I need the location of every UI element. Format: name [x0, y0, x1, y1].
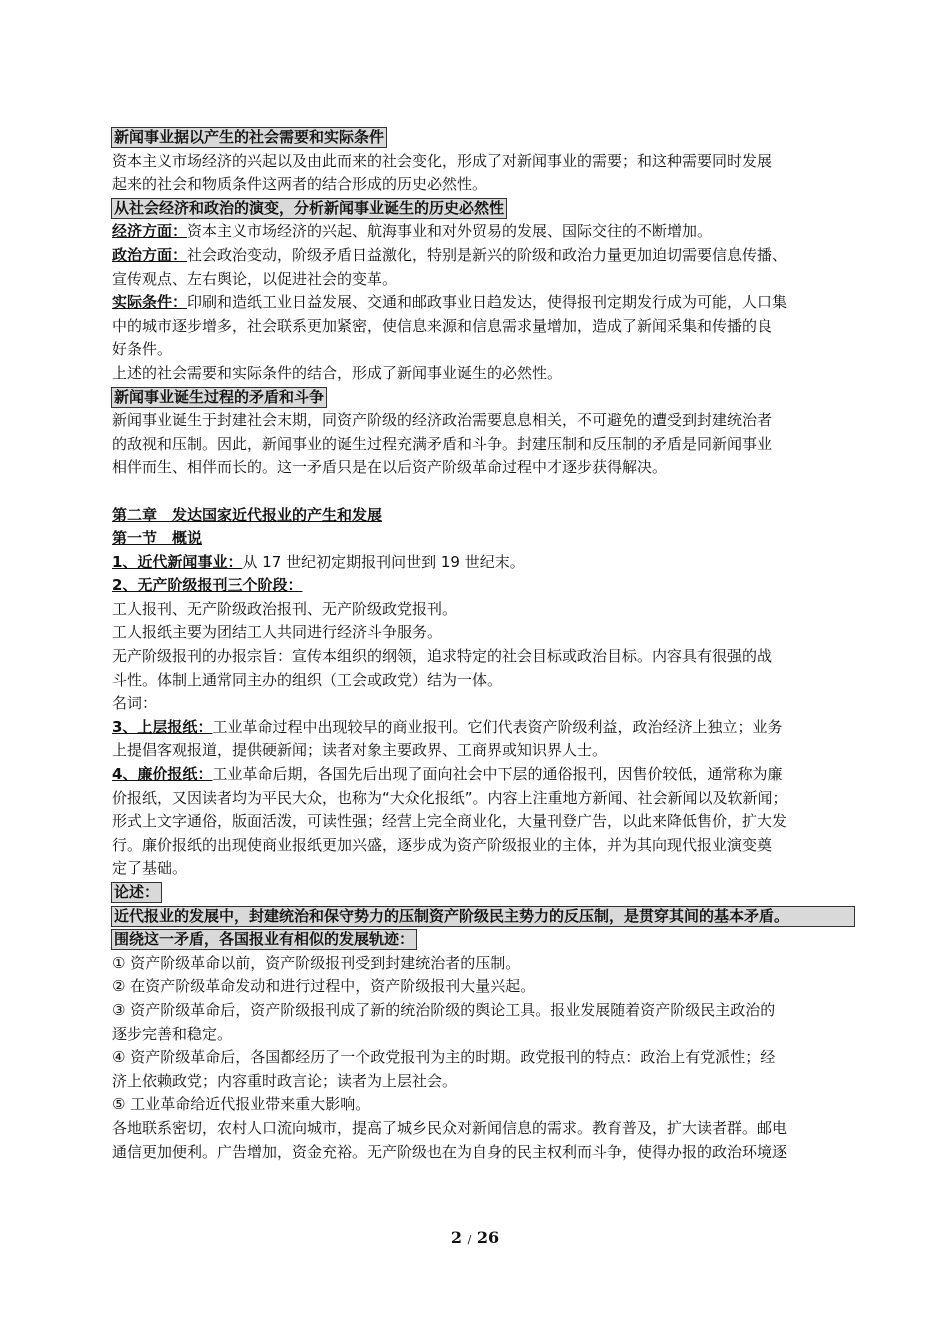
paragraph-line: 上提倡客观报道，提供硬新闻；读者对象主要政界、工商界或知识界人士。 [112, 741, 608, 760]
page-number [0, 1228, 950, 1247]
heading-row [112, 928, 842, 952]
paragraph-line: 济上依赖政党；内容重时政言论；读者为上层社会。 [112, 1071, 458, 1090]
heading-row [112, 881, 842, 905]
spacer [112, 480, 842, 504]
paragraph-line: 工人报纸主要为团结工人共同进行经济斗争服务。 [112, 623, 443, 642]
document-body [112, 126, 842, 1164]
paragraph-line: 上述的社会需要和实际条件的结合，形成了新闻事业诞生的必然性。 [112, 363, 563, 382]
term-label: 政治方面： [112, 245, 188, 264]
term-text: 印刷和造纸工业日益发展、交通和邮政事业日趋发达，使得报刊定期发行成为可能，人口集 [187, 293, 788, 312]
page-separator: / [467, 1233, 472, 1246]
chapter-title: 第二章 发达国家近代报业的产生和发展 [112, 505, 383, 524]
paragraph-line: 斗性。体制上通常同主办的组织（工会或政党）结为一体。 [112, 670, 503, 689]
essay-sub-heading: 围绕这一矛盾，各国报业有相似的发展轨迹： [111, 929, 417, 950]
list-item: ① 资产阶级革命以前，资产阶级报刊受到封建统治者的压制。 [112, 953, 521, 972]
item-text: 从 17 世纪初定期报刊问世到 19 世纪末。 [242, 552, 525, 571]
item-text: 工业革命过程中出现较早的商业报刊。它们代表资产阶级利益，政治经济上独立；业务 [212, 717, 783, 736]
term-text: 资本主义市场经济的兴起、航海事业和对外贸易的发展、国际交往的不断增加。 [187, 222, 713, 241]
paragraph-line [112, 244, 842, 268]
item-label: 4、廉价报纸： [112, 765, 213, 784]
heading-row [112, 905, 842, 929]
section-title-row [112, 527, 842, 551]
paragraph-line: 价报纸，又因读者均为平民大众，也称为“大众化报纸”。内容上注重地方新闻、社会新闻以及软新闻； [112, 788, 788, 807]
paragraph-line: 宣传观点、左右舆论，以促进社会的变革。 [112, 269, 398, 288]
heading-row [112, 197, 842, 221]
section-heading: 从社会经济和政治的演变，分析新闻事业诞生的历史必然性 [111, 198, 507, 219]
paragraph-line [112, 716, 842, 740]
item-label: 3、上层报纸： [112, 717, 213, 736]
term-label: 实际条件： [112, 293, 188, 312]
paragraph-line: 好条件。 [112, 340, 173, 359]
essay-label: 论述： [111, 882, 162, 903]
paragraph-line: 资本主义市场经济的兴起以及由此而来的社会变化，形成了对新闻事业的需要；和这种需要同时发展 [112, 151, 773, 170]
paragraph-line: 起来的社会和物质条件这两者的结合形成的历史必然性。 [112, 175, 488, 194]
paragraph-line [112, 291, 842, 315]
paragraph-line: 逐步完善和稳定。 [112, 1024, 233, 1043]
paragraph-line: 行。廉价报纸的出现使商业报纸更加兴盛，逐步成为资产阶级报业的主体，并为其向现代报业演变奠 [112, 835, 773, 854]
paragraph-line: 无产阶级报刊的办报宗旨：宣传本组织的纲领，追求特定的社会目标或政治目标。内容具有很强的战 [112, 647, 773, 666]
list-item: ② 在资产阶级革命发动和进行过程中，资产阶级报刊大量兴起。 [112, 977, 536, 996]
paragraph-line: 各地联系密切，农村人口流向城市，提高了城乡民众对新闻信息的需求。教育普及，扩大读者群。邮电 [112, 1118, 788, 1137]
term-text: 社会政治变动，阶级矛盾日益激化，特别是新兴的阶级和政治力量更加迫切需要信息传播、 [187, 245, 788, 264]
heading-row [112, 386, 842, 410]
item-label: 1、近代新闻事业： [112, 552, 243, 571]
paragraph-line: 形式上文字通俗，版面活泼，可读性强；经营上完全商业化，大量刊登广告，以此来降低售价，扩大发 [112, 812, 788, 831]
paragraph-line: 的敌视和压制。因此，新闻事业的诞生过程充满矛盾和斗争。封建压制和反压制的矛盾是同新闻事业 [112, 434, 773, 453]
essay-main-heading: 近代报业的发展中，封建统治和保守势力的压制资产阶级民主势力的反压制，是贯穿其间的基本矛盾。 [111, 906, 855, 927]
list-item: ③ 资产阶级革命后，资产阶级报刊成了新的统治阶级的舆论工具。报业发展随着资产阶级民主政治的 [112, 1000, 776, 1019]
paragraph-line: 名词： [112, 694, 158, 713]
section-heading: 新闻事业据以产生的社会需要和实际条件 [111, 127, 387, 148]
term-label: 经济方面： [112, 222, 188, 241]
item-text: 工业革命后期，各国先后出现了面向社会中下层的通俗报刊，因售价较低，通常称为廉 [212, 765, 783, 784]
section-heading: 新闻事业诞生过程的矛盾和斗争 [111, 387, 327, 408]
item-label: 2、无产阶级报刊三个阶段： [112, 576, 303, 595]
paragraph-line: 新闻事业诞生于封建社会末期，同资产阶级的经济政治需要息息相关，不可避免的遭受到封建统治者 [112, 411, 773, 430]
paragraph-line: 工人报刊、无产阶级政治报刊、无产阶级政党报刊。 [112, 599, 458, 618]
list-item: ⑤ 工业革命给近代报业带来重大影响。 [112, 1095, 371, 1114]
heading-row [112, 126, 842, 150]
chapter-title-row [112, 504, 842, 528]
page-total: 26 [476, 1228, 500, 1247]
paragraph-line [112, 574, 842, 598]
paragraph-line: 中的城市逐步增多，社会联系更加紧密，使信息来源和信息需求量增加，造成了新闻采集和传播的良 [112, 316, 773, 335]
paragraph-line: 通信更加便利。广告增加，资金充裕。无产阶级也在为自身的民主权利而斗争，使得办报的政治环境逐 [112, 1142, 788, 1161]
list-item: ④ 资产阶级革命后，各国都经历了一个政党报刊为主的时期。政党报刊的特点：政治上有党派性；经 [112, 1048, 776, 1067]
paragraph-line [112, 220, 842, 244]
paragraph-line: 定了基础。 [112, 859, 188, 878]
paragraph-line [112, 551, 842, 575]
paragraph-line [112, 763, 842, 787]
paragraph-line: 相伴而生、相伴而长的。这一矛盾只是在以后资产阶级革命过程中才逐步获得解决。 [112, 458, 668, 477]
section-title: 第一节 概说 [112, 529, 203, 548]
page-current: 2 [450, 1228, 462, 1247]
